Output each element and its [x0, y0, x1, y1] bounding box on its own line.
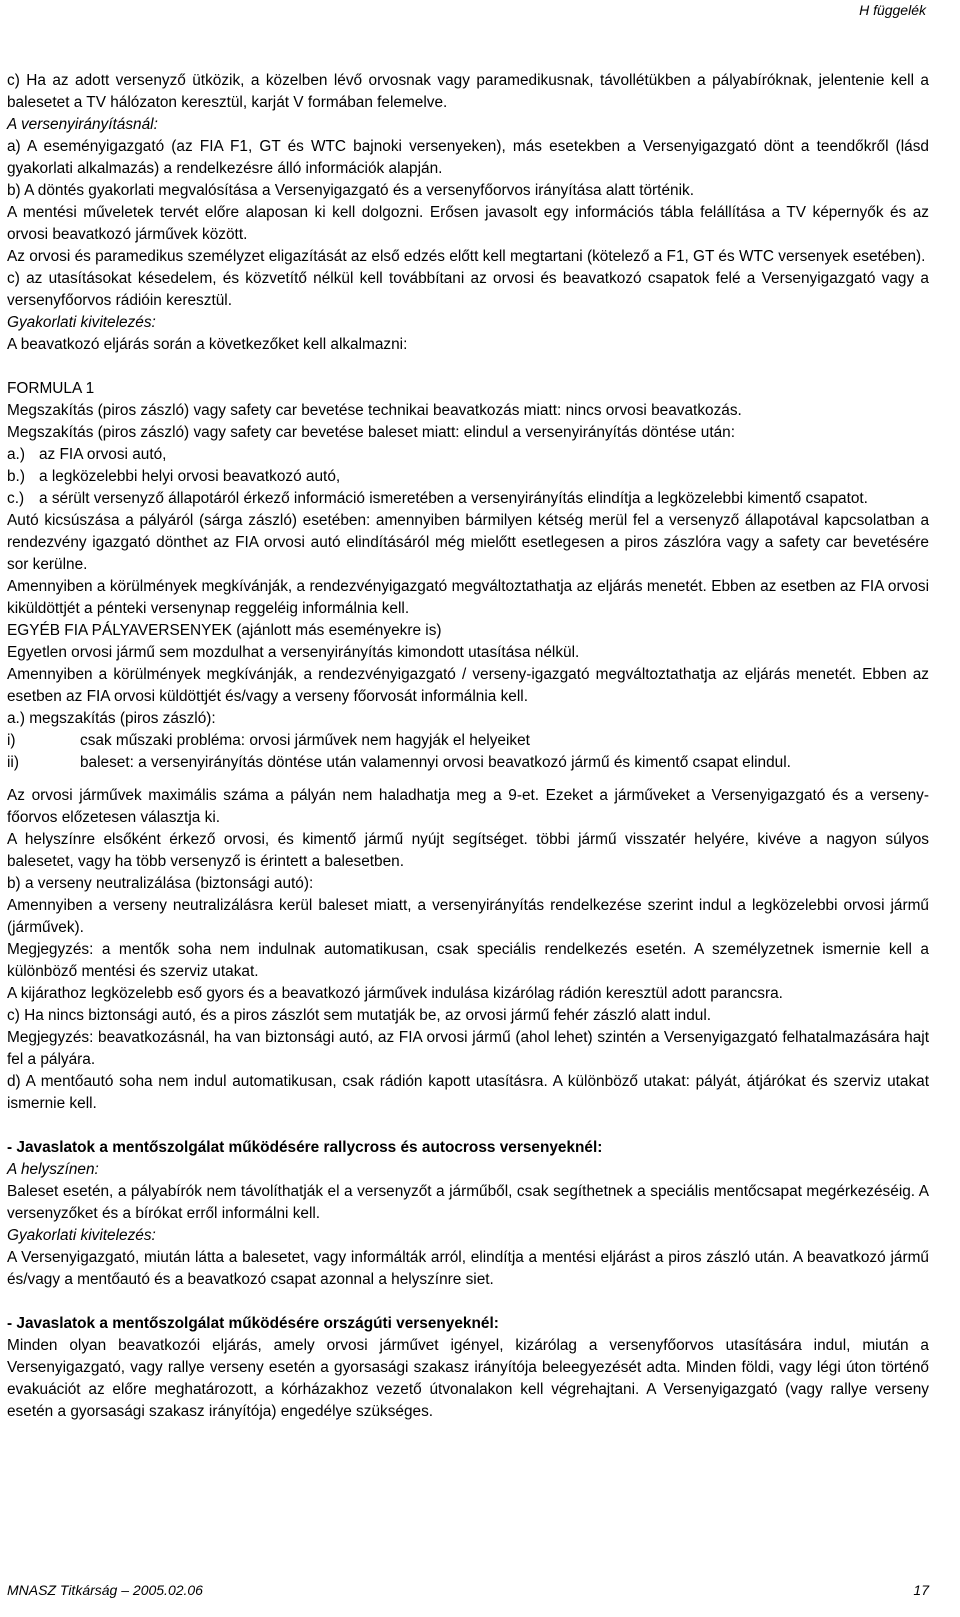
paragraph: Amennyiben a körülmények megkívánják, a rendezvényigazgató megváltoztathatja az eljárás menetét. Ebben az esetben az FIA orvosi kiküldöttjét a pénteki versenynap reggeléig informálnia kell.: [7, 578, 929, 617]
document-body: [7, 70, 929, 1423]
subheading: Gyakorlati kivitelezés:: [7, 1227, 156, 1244]
paragraph: EGYÉB FIA PÁLYAVERSENYEK (ajánlott más eseményekre is): [7, 622, 442, 639]
paragraph: c) az utasításokat késedelem, és közvetítő nélkül kell továbbítani az orvosi és beavatkozó csapatok felé a Versenyigazgató vagy a versenyfőorvos rádióin keresztül.: [7, 270, 929, 309]
paragraph: Autó kicsúszása a pályáról (sárga zászló) esetében: amennyiben bármilyen kétség merül fel a versenyző állapotával kapcsolatban a rendezvény igazgató dönthet az FIA orvosi autó elindításáról még mielőtt esetlegesen a piros zászlóra vagy a safety car bevetésére sor kerülne.: [7, 512, 929, 573]
paragraph: c) Ha nincs biztonsági autó, és a piros zászlót sem mutatják be, az orvosi jármű fehér zászló alatt indul.: [7, 1007, 712, 1024]
paragraph: Megjegyzés: beavatkozásnál, ha van biztonsági autó, az FIA orvosi jármű (ahol lehet) szintén a Versenyigazgató felhatalmazására hajt fel a pályára.: [7, 1029, 929, 1068]
paragraph: Amennyiben a körülmények megkívánják, a rendezvényigazgató / verseny-igazgató megváltoztathatja az eljárás menetét. Ebben az esetben az FIA orvosi küldöttjét és/vagy a verseny főorvosát informálnia kell.: [7, 666, 929, 705]
paragraph: Az orvosi és paramedikus személyzet eligazítását az első edzés előtt kell megtartani (kötelező a F1, GT és WTC versenyek esetében).: [7, 248, 926, 265]
paragraph: A kijárathoz legközelebb eső gyors és a beavatkozó járművek indulása kizárólag rádión keresztül adott parancsra.: [7, 985, 783, 1002]
paragraph: Megjegyzés: a mentők soha nem indulnak automatikusan, csak speciális rendelkezés esetén. A személyzetnek ismernie kell a különböző mentési és szerviz utakat.: [7, 941, 929, 980]
list-item: ii) baleset: a versenyirányítás döntése után valamennyi orvosi beavatkozó jármű és kimentő csapat elindul.: [7, 754, 791, 771]
paragraph: Megszakítás (piros zászló) vagy safety car bevetése baleset miatt: elindul a versenyirányítás döntése után:: [7, 424, 735, 441]
list-item: b.) a legközelebbi helyi orvosi beavatkozó autó,: [7, 468, 341, 485]
section-heading: - Javaslatok a mentőszolgálat működésére rallycross és autocross versenyeknél:: [7, 1139, 603, 1156]
subheading: Gyakorlati kivitelezés:: [7, 314, 156, 331]
paragraph: Baleset esetén, a pályabírók nem távolíthatják el a versenyzőt a járműből, csak segíthetnek a speciális mentőcsapat megérkezéséig. A versenyzőket és a bírókat erről informálni kell.: [7, 1183, 929, 1222]
paragraph: A helyszínre elsőként érkező orvosi, és kimentő jármű nyújt segítséget. többi jármű visszatér helyére, kivéve a nagyon súlyos balesetet, vagy ha több versenyző is érintett a balesetben.: [7, 831, 929, 870]
list-item: a.) az FIA orvosi autó,: [7, 446, 167, 463]
paragraph: Minden olyan beavatkozói eljárás, amely orvosi járművet igényel, kizárólag a versenyfőorvos utasítására indul, miután a Versenyigazgató, vagy rallye verseny esetén a gyorsasági szakasz irányítója beleegyezését adta. Minden földi, vagy légi úton történő evakuációt az előre meghatározott, a kórházakhoz vezető útvonalakon kell végrehajtani. A Versenyigazgató (vagy rallye verseny esetén a gyorsasági szakasz irányítója) engedélye szükséges.: [7, 1337, 929, 1420]
paragraph: a.) megszakítás (piros zászló):: [7, 710, 216, 727]
page-footer: [7, 1582, 929, 1598]
paragraph: a) A eseményigazgató (az FIA F1, GT és WTC bajnoki versenyeken), más esetekben a Versenyigazgató dönt a teendőkről (lásd gyakorlati alkalmazás) a rendelkezésre álló információk alapján.: [7, 138, 929, 177]
paragraph: A mentési műveletek tervét előre alaposan ki kell dolgozni. Erősen javasolt egy információs tábla felállítása a TV képernyők és az orvosi beavatkozó járművek között.: [7, 204, 929, 243]
paragraph: A beavatkozó eljárás során a következőket kell alkalmazni:: [7, 336, 408, 353]
subheading: A helyszínen:: [7, 1161, 99, 1178]
page-header: H függelék: [859, 2, 926, 18]
section-heading: - Javaslatok a mentőszolgálat működésére országúti versenyeknél:: [7, 1315, 499, 1332]
page-number: 17: [913, 1582, 929, 1598]
paragraph: A Versenyigazgató, miután látta a balesetet, vagy informálták arról, elindítja a mentési eljárást a piros zászló után. A beavatkozó jármű és/vagy a mentőautó és a beavatkozó csapat azonnal a helyszínre siet.: [7, 1249, 929, 1288]
paragraph: Az orvosi járművek maximális száma a pályán nem haladhatja meg a 9-et. Ezeket a járműveket a Versenyigazgató és a verseny-főorvos előzetesen választja ki.: [7, 787, 929, 826]
paragraph: d) A mentőautó soha nem indul automatikusan, csak rádión kapott utasításra. A különböző utakat: pályát, átjárókat és szerviz utakat ismernie kell.: [7, 1073, 929, 1112]
paragraph: Amennyiben a verseny neutralizálásra kerül baleset miatt, a versenyirányítás rendelkezése szerint indul a legközelebbi orvosi jármű (járművek).: [7, 897, 929, 936]
paragraph: b) A döntés gyakorlati megvalósítása a Versenyigazgató és a versenyfőorvos irányítása alatt történik.: [7, 182, 694, 199]
list-item: c.) a sérült versenyző állapotáról érkező információ ismeretében a versenyirányítás elindítja a legközelebbi kimentő csapatot.: [7, 490, 868, 507]
paragraph: Egyetlen orvosi jármű sem mozdulhat a versenyirányítás kimondott utasítása nélkül.: [7, 644, 580, 661]
paragraph: Megszakítás (piros zászló) vagy safety car bevetése technikai beavatkozás miatt: nincs orvosi beavatkozás.: [7, 402, 742, 419]
paragraph: b) a verseny neutralizálása (biztonsági autó):: [7, 875, 314, 892]
paragraph: c) Ha az adott versenyző ütközik, a közelben lévő orvosnak vagy paramedikusnak, távollétükben a pályabíróknak, jelentenie kell a balesetet a TV hálózaton keresztül, karját V formában felemelve.: [7, 72, 929, 111]
list-item: i) csak műszaki probléma: orvosi járművek nem hagyják el helyeiket: [7, 732, 530, 749]
section-title: FORMULA 1: [7, 380, 95, 397]
footer-text: MNASZ Titkárság – 2005.02.06: [7, 1582, 203, 1598]
subheading: A versenyirányításnál:: [7, 116, 158, 133]
